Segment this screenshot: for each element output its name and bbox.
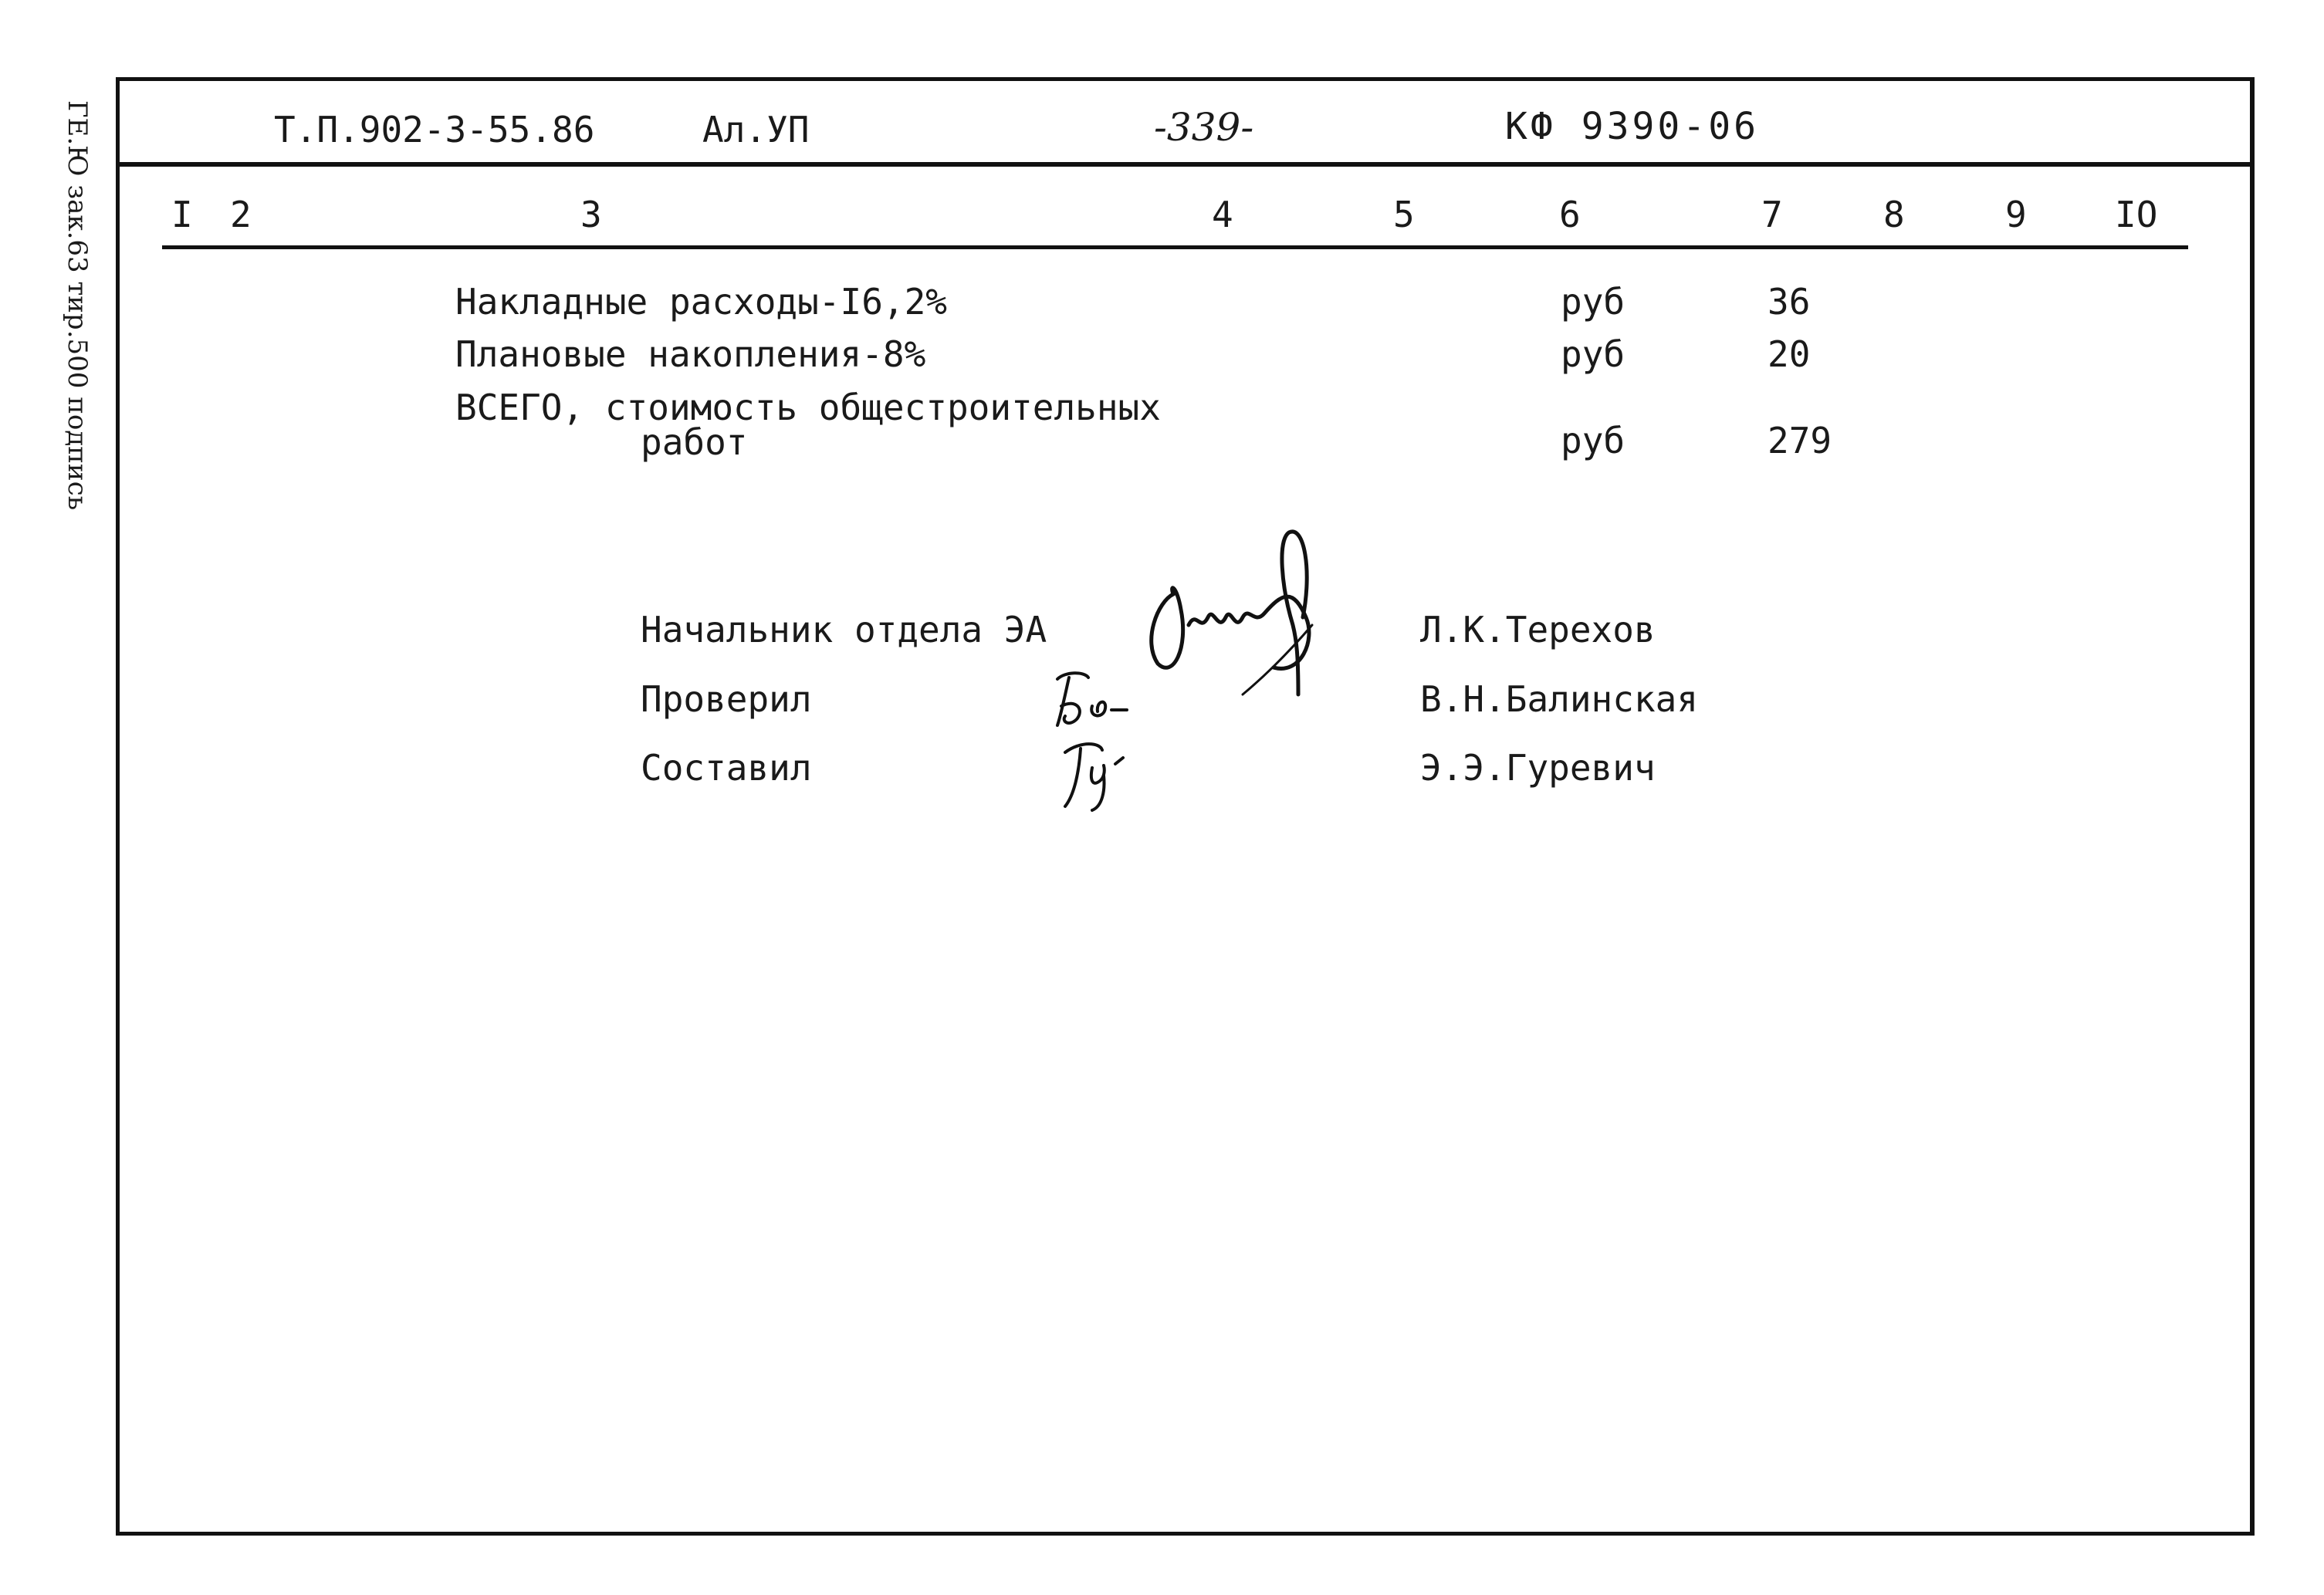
column-number: 4 (1212, 194, 1233, 235)
signature-role-checked: Проверил (641, 678, 812, 720)
column-number: 9 (2005, 194, 2027, 235)
album-number: Ал.УП (702, 109, 810, 150)
page-frame (116, 77, 2255, 1536)
signature-role-head: Начальник отдела ЭА (641, 609, 1047, 651)
column-number: 6 (1559, 194, 1581, 235)
row-savings-value: 20 (1768, 333, 1811, 375)
header-divider (116, 162, 2254, 167)
margin-note: ГЕ.Ю зак.63 тир.500 подпись (62, 100, 93, 511)
row-overheads-unit: руб (1561, 281, 1625, 323)
row-total-name: ВСЕГО, стоимость общестроительных (455, 387, 1161, 428)
signature-name-head: Л.К.Терехов (1420, 609, 1656, 651)
column-number: I (171, 194, 193, 235)
row-total-value: 279 (1768, 420, 1832, 461)
row-overheads-value: 36 (1768, 281, 1811, 323)
row-savings-unit: руб (1561, 333, 1625, 375)
column-number: 8 (1883, 194, 1905, 235)
column-number: 3 (580, 194, 602, 235)
row-savings-name: Плановые накопления-8% (455, 333, 926, 375)
project-number: Т.П.902-3-55.86 (274, 109, 595, 150)
signature-head-drawing (1127, 509, 1343, 710)
column-number: 2 (230, 194, 252, 235)
column-number: 7 (1761, 194, 1783, 235)
column-header-divider (162, 245, 2188, 249)
row-total-name-cont: работ (641, 421, 748, 463)
signature-compiled-drawing (1050, 733, 1150, 818)
signature-checked-drawing (1042, 664, 1150, 741)
document-code: КФ 9390-06 (1505, 105, 1759, 148)
page-number: -339- (1154, 105, 1254, 150)
column-number: IO (2115, 194, 2158, 235)
signature-role-compiled: Составил (641, 747, 812, 789)
signature-name-compiled: Э.Э.Гуревич (1420, 747, 1656, 789)
row-overheads-name: Накладные расходы-I6,2% (455, 281, 947, 323)
row-total-unit: руб (1561, 420, 1625, 461)
signature-name-checked: В.Н.Балинская (1420, 678, 1699, 720)
column-number: 5 (1393, 194, 1415, 235)
